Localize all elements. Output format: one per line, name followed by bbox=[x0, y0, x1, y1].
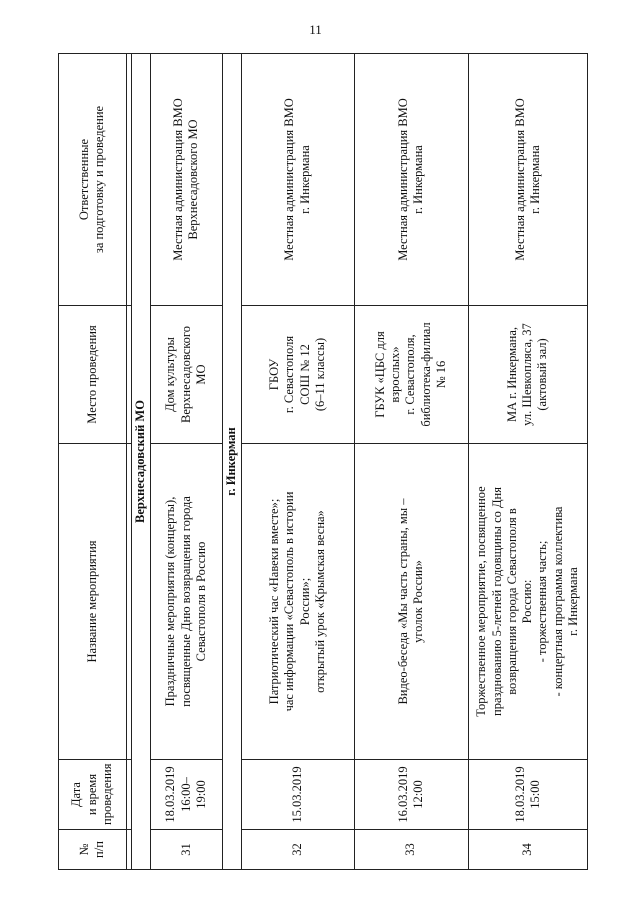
section-title: г. Инкерман bbox=[222, 54, 241, 870]
row-responsible: Местная администрация ВМО г. Инкермана bbox=[241, 54, 354, 306]
table-header-row bbox=[59, 54, 127, 870]
header-place: Место проведения bbox=[59, 306, 127, 444]
row-place: ГБУК «ЦБС для взрослых» г. Севастополя, библиотека-филиал № 16 bbox=[354, 306, 468, 444]
row-num: 33 bbox=[354, 830, 468, 870]
row-responsible: Местная администрация ВМО Верхнесадовского МО bbox=[150, 54, 222, 306]
page-number: 11 bbox=[309, 22, 322, 37]
section-row bbox=[131, 54, 150, 870]
table-row bbox=[468, 54, 587, 870]
row-responsible: Местная администрация ВМО г. Инкермана bbox=[354, 54, 468, 306]
row-date: 18.03.2019 16:00–19:00 bbox=[150, 760, 222, 830]
row-num: 34 bbox=[468, 830, 587, 870]
row-name: Торжественное мероприятие, посвященное празднованию 5-летней годовщины со Дня возвращения города Севастополя в Россию: - торжественная часть; - концертная программа коллектива г. Инкермана bbox=[468, 444, 587, 760]
header-name: Название мероприятия bbox=[59, 444, 127, 760]
header-responsible: Ответственные за подготовку и проведение bbox=[59, 54, 127, 306]
row-place: МА г. Инкермана, ул. Шевкопляса, 37 (актовый зал) bbox=[468, 306, 587, 444]
row-num: 31 bbox=[150, 830, 222, 870]
row-name: Патриотический час «Навеки вместе»; час информации «Севастополь в истории России»; открытый урок «Крымская весна» bbox=[241, 444, 354, 760]
row-responsible: Местная администрация ВМО г. Инкермана bbox=[468, 54, 587, 306]
section-row bbox=[222, 54, 241, 870]
row-name: Видео-беседа «Мы часть страны, мы – уголок России» bbox=[354, 444, 468, 760]
table-row bbox=[241, 54, 354, 870]
row-date: 15.03.2019 bbox=[241, 760, 354, 830]
table-row bbox=[150, 54, 222, 870]
events-table bbox=[58, 53, 588, 870]
row-place: ГБОУ г. Севастополя СОШ № 12 (6–11 классы) bbox=[241, 306, 354, 444]
row-num: 32 bbox=[241, 830, 354, 870]
row-date: 18.03.2019 15:00 bbox=[468, 760, 587, 830]
row-name: Праздничные мероприятия (концерты), посвященные Дню возвращения города Севастополя в Россию bbox=[150, 444, 222, 760]
table-row bbox=[354, 54, 468, 870]
row-place: Дом культуры Верхнесадовского МО bbox=[150, 306, 222, 444]
row-date: 16.03.2019 12:00 bbox=[354, 760, 468, 830]
header-date: Дата и время проведения bbox=[59, 760, 127, 830]
section-title: Верхнесадовский МО bbox=[131, 54, 150, 870]
header-num: № п/п bbox=[59, 830, 127, 870]
rotated-table-container bbox=[58, 54, 588, 870]
